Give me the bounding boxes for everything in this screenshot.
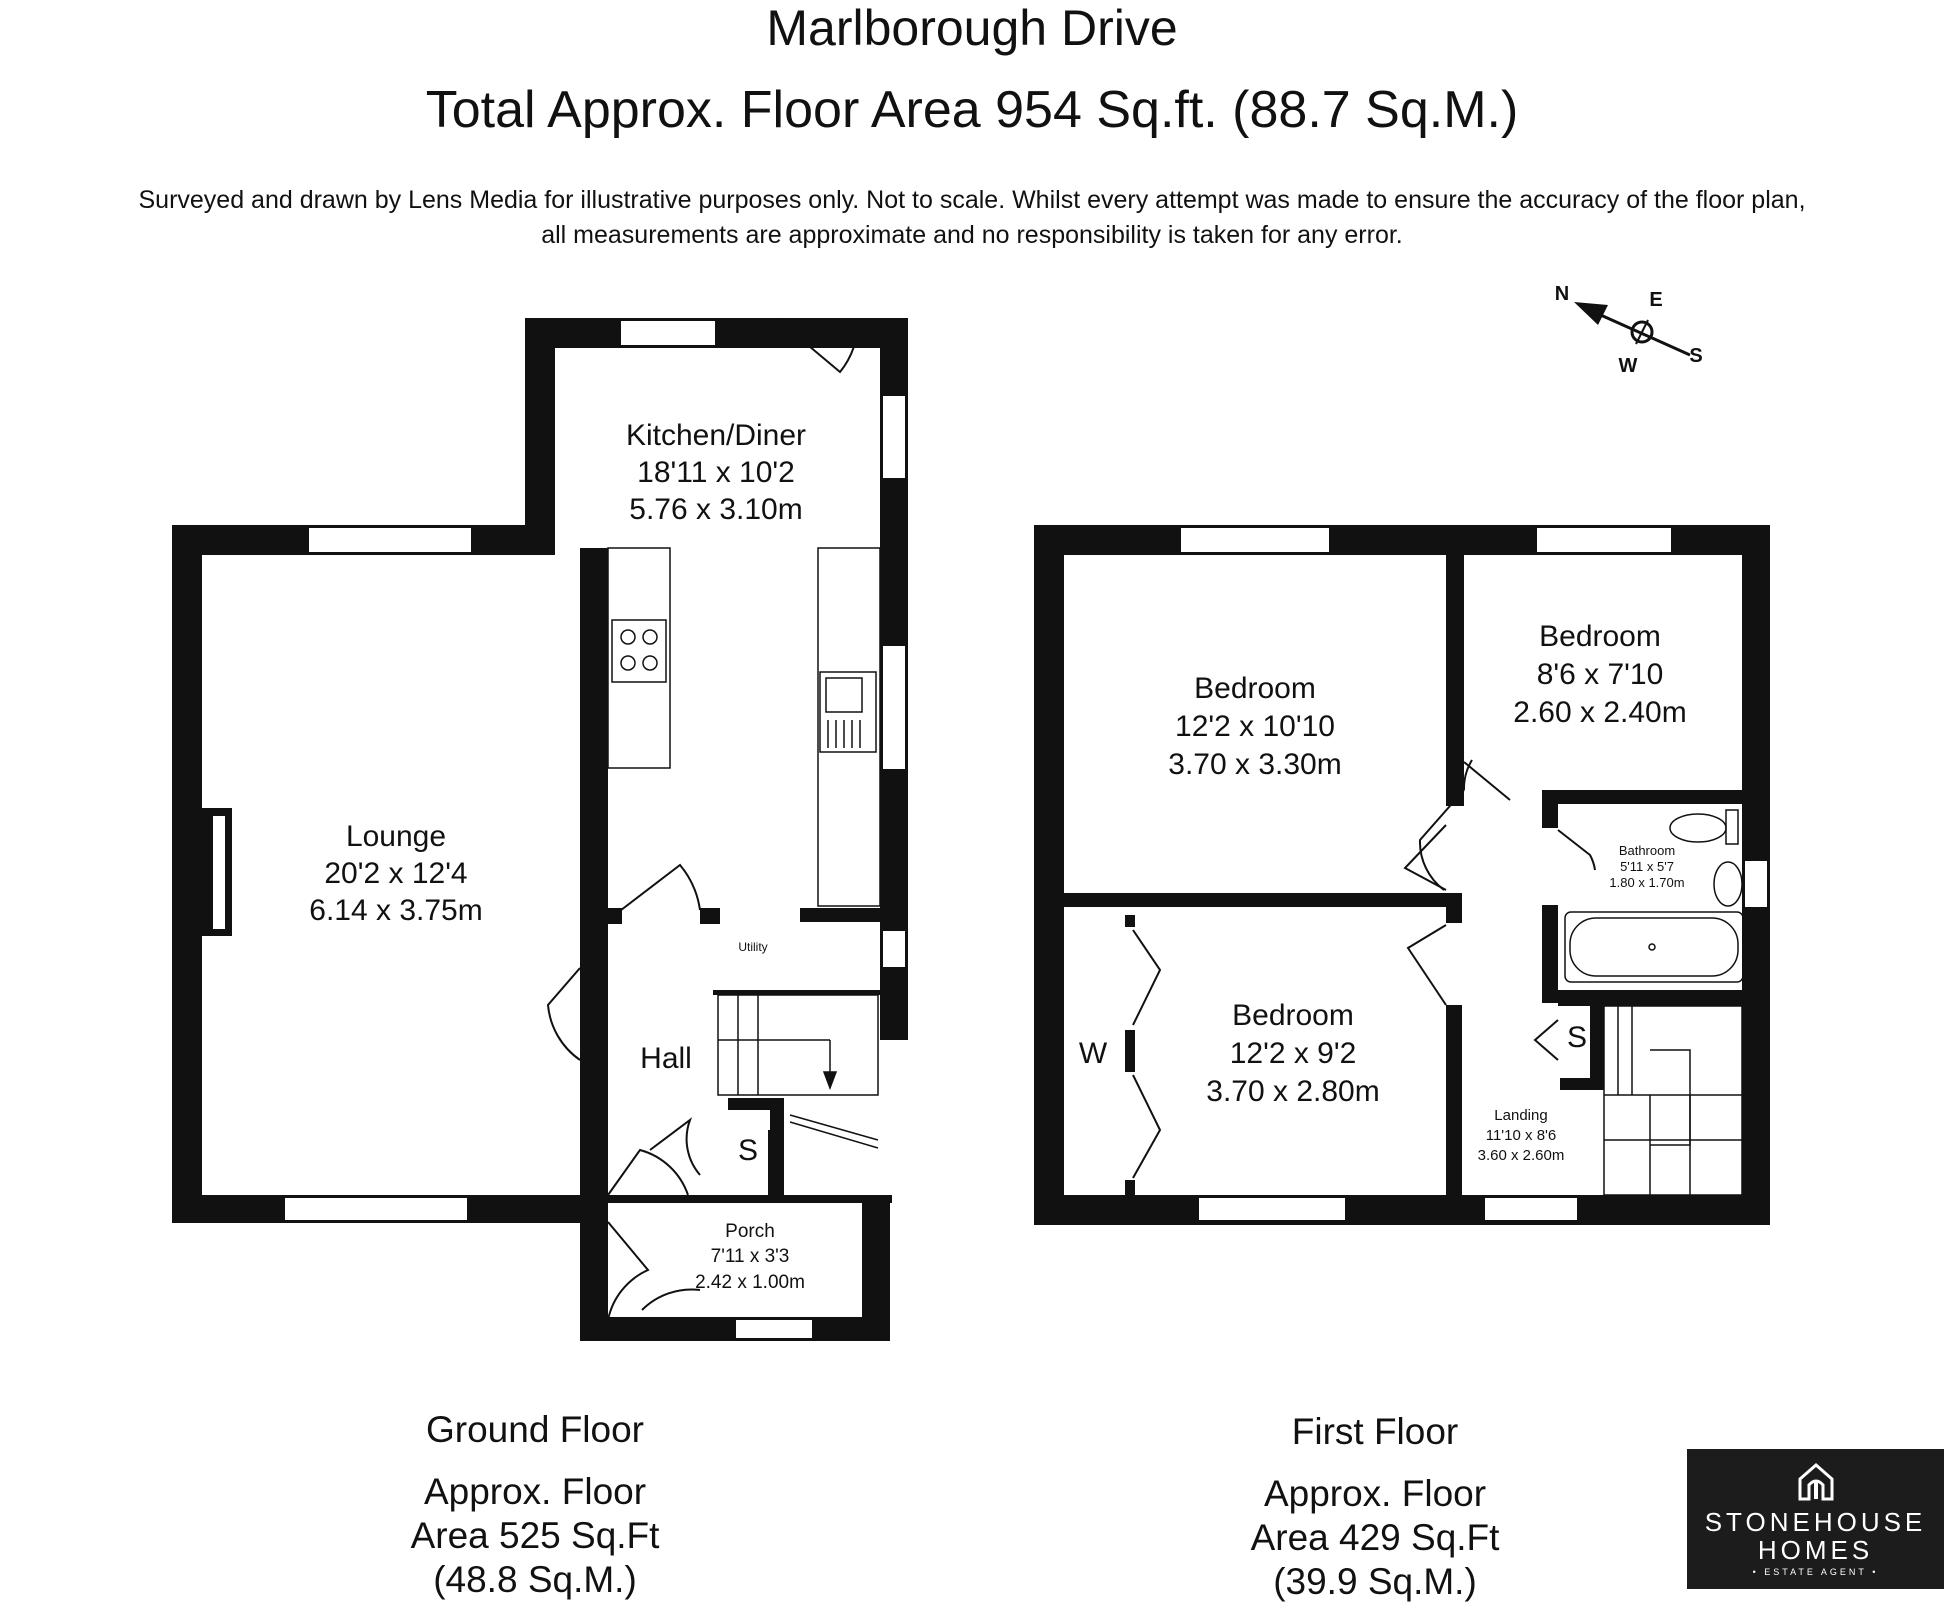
hall-name: Hall <box>640 1042 692 1075</box>
wardrobe-label: W <box>1078 1037 1108 1070</box>
landing-name: Landing <box>1494 1107 1548 1124</box>
bedroom2-metric: 2.60 x 2.40m <box>1513 696 1687 729</box>
ground-floor-plan <box>172 318 908 1341</box>
compass-n-label: N <box>1554 283 1570 305</box>
first-floor-title: First Floor <box>1291 1411 1459 1452</box>
kitchen-units <box>608 548 880 906</box>
landing-imperial: 11'10 x 8'6 <box>1485 1127 1557 1144</box>
bedroom2-imperial: 8'6 x 7'10 <box>1536 658 1664 691</box>
logo-line-2: HOMES <box>1757 1535 1874 1565</box>
bathroom-metric: 1.80 x 1.70m <box>1609 875 1685 890</box>
store-name: S <box>737 1134 759 1167</box>
utility-name: Utility <box>738 940 768 954</box>
bedroom3-metric: 3.70 x 2.80m <box>1206 1075 1380 1108</box>
stonehouse-homes-logo <box>1687 1449 1944 1589</box>
disclaimer-line-1: Surveyed and drawn by Lens Media for illustrative purposes only. Not to scale. Whilst every attempt was made to ensure the accuracy of the floor plan, <box>138 186 1806 214</box>
ground-floor-area-line-1: Approx. Floor <box>423 1471 647 1512</box>
bathroom-imperial: 5'11 x 5'7 <box>1620 859 1674 874</box>
bedroom1-imperial: 12'2 x 10'10 <box>1175 710 1335 743</box>
bedroom3-imperial: 12'2 x 9'2 <box>1229 1037 1357 1070</box>
kitchen-imperial: 18'11 x 10'2 <box>637 456 795 489</box>
bedroom2-name: Bedroom <box>1539 620 1661 653</box>
first-floor-caption <box>1175 1410 1575 1604</box>
compass-w-label: W <box>1618 355 1638 377</box>
house-icon <box>1797 1461 1835 1501</box>
first-floor-plan <box>1034 525 1770 1225</box>
logo-tagline: • ESTATE AGENT • <box>1752 1567 1879 1577</box>
bathroom-name: Bathroom <box>1618 843 1676 858</box>
porch-imperial: 7'11 x 3'3 <box>710 1246 790 1267</box>
lounge-name: Lounge <box>345 820 447 853</box>
bedroom3-name: Bedroom <box>1232 999 1354 1032</box>
ground-floor-caption <box>335 1408 735 1602</box>
logo-line-1: STONEHOUSE <box>1704 1507 1927 1537</box>
bedroom1-metric: 3.70 x 3.30m <box>1168 748 1342 781</box>
ground-floor-walls <box>172 318 908 1341</box>
ground-floor-stairs <box>718 995 878 1148</box>
lounge-metric: 6.14 x 3.75m <box>309 894 483 927</box>
kitchen-name: Kitchen/Diner <box>625 419 807 452</box>
first-floor-windows <box>1180 527 1768 1221</box>
bathroom-fixtures <box>1565 810 1743 982</box>
compass-e-label: E <box>1649 289 1663 311</box>
first-floor-area-line-3: (39.9 Sq.M.) <box>1273 1561 1477 1602</box>
landing-metric: 3.60 x 2.60m <box>1477 1147 1565 1164</box>
ground-floor-area-line-3: (48.8 Sq.M.) <box>433 1559 637 1600</box>
bedroom1-name: Bedroom <box>1194 672 1316 705</box>
porch-metric: 2.42 x 1.00m <box>695 1272 805 1293</box>
first-floor-area-line-2: Area 429 Sq.Ft <box>1250 1517 1500 1558</box>
compass-s-label: S <box>1689 345 1703 367</box>
kitchen-metric: 5.76 x 3.10m <box>629 493 803 526</box>
ground-floor-area-line-2: Area 525 Sq.Ft <box>410 1515 660 1556</box>
first-floor-stairs <box>1604 1006 1742 1195</box>
total-floor-area: Total Approx. Floor Area 954 Sq.ft. (88.7 Sq.M.) <box>425 81 1519 139</box>
lounge-imperial: 20'2 x 12'4 <box>324 857 468 890</box>
first-floor-store-label: S <box>1566 1021 1588 1054</box>
page-title: Marlborough Drive <box>766 0 1178 56</box>
compass-rose <box>1555 283 1703 377</box>
porch-name: Porch <box>725 1221 775 1242</box>
first-floor-area-line-1: Approx. Floor <box>1263 1473 1487 1514</box>
disclaimer-line-2: all measurements are approximate and no responsibility is taken for any error. <box>541 221 1403 249</box>
ground-floor-title: Ground Floor <box>426 1409 644 1450</box>
